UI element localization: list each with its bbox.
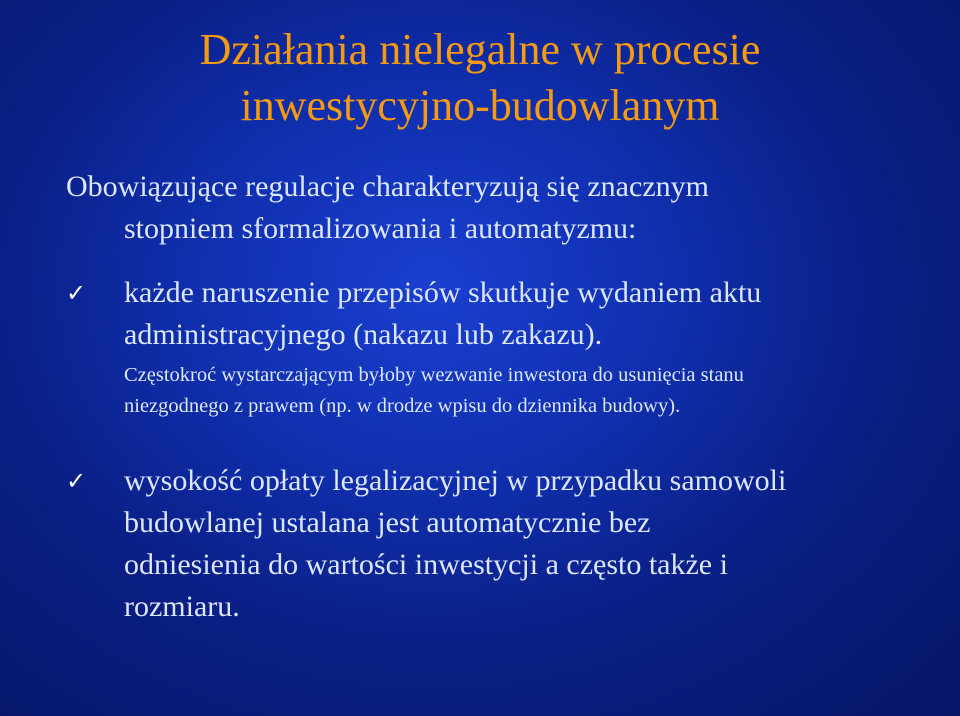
intro-paragraph [66,166,936,250]
title-line-2: inwestycyjno-budowlanym [240,81,720,130]
check-icon: ✓ [66,467,87,495]
title-line-1: Działania nielegalne w procesie [199,25,761,74]
slide-title [0,22,960,134]
bullet-1-line-2: administracyjnego (nakazu lub zakazu). [124,318,603,351]
check-icon: ✓ [66,279,87,307]
bullet-2-line-2: budowlanej ustalana jest automatycznie bez [124,506,651,539]
bullet-2-line-3: odniesienia do wartości inwestycji a często także i [124,548,728,581]
bullet-2-line-1: wysokość opłaty legalizacyjnej w przypadku samowoli [124,464,787,497]
note-line-1: Częstokroć wystarczającym byłoby wezwanie inwestora do usunięcia stanu [124,364,744,386]
note-line-2: niezgodnego z prawem (np. w drodze wpisu do dziennika budowy). [124,395,681,417]
bullet-item-2 [66,460,926,628]
bullet-2-line-4: rozmiaru. [124,590,240,623]
bullet-item-1 [66,272,926,356]
intro-line-1: Obowiązujące regulacje charakteryzują się znacznym [66,170,709,203]
note-paragraph [124,360,914,422]
intro-line-2: stopniem sformalizowania i automatyzmu: [124,212,637,245]
bullet-1-line-1: każde naruszenie przepisów skutkuje wydaniem aktu [124,276,762,309]
